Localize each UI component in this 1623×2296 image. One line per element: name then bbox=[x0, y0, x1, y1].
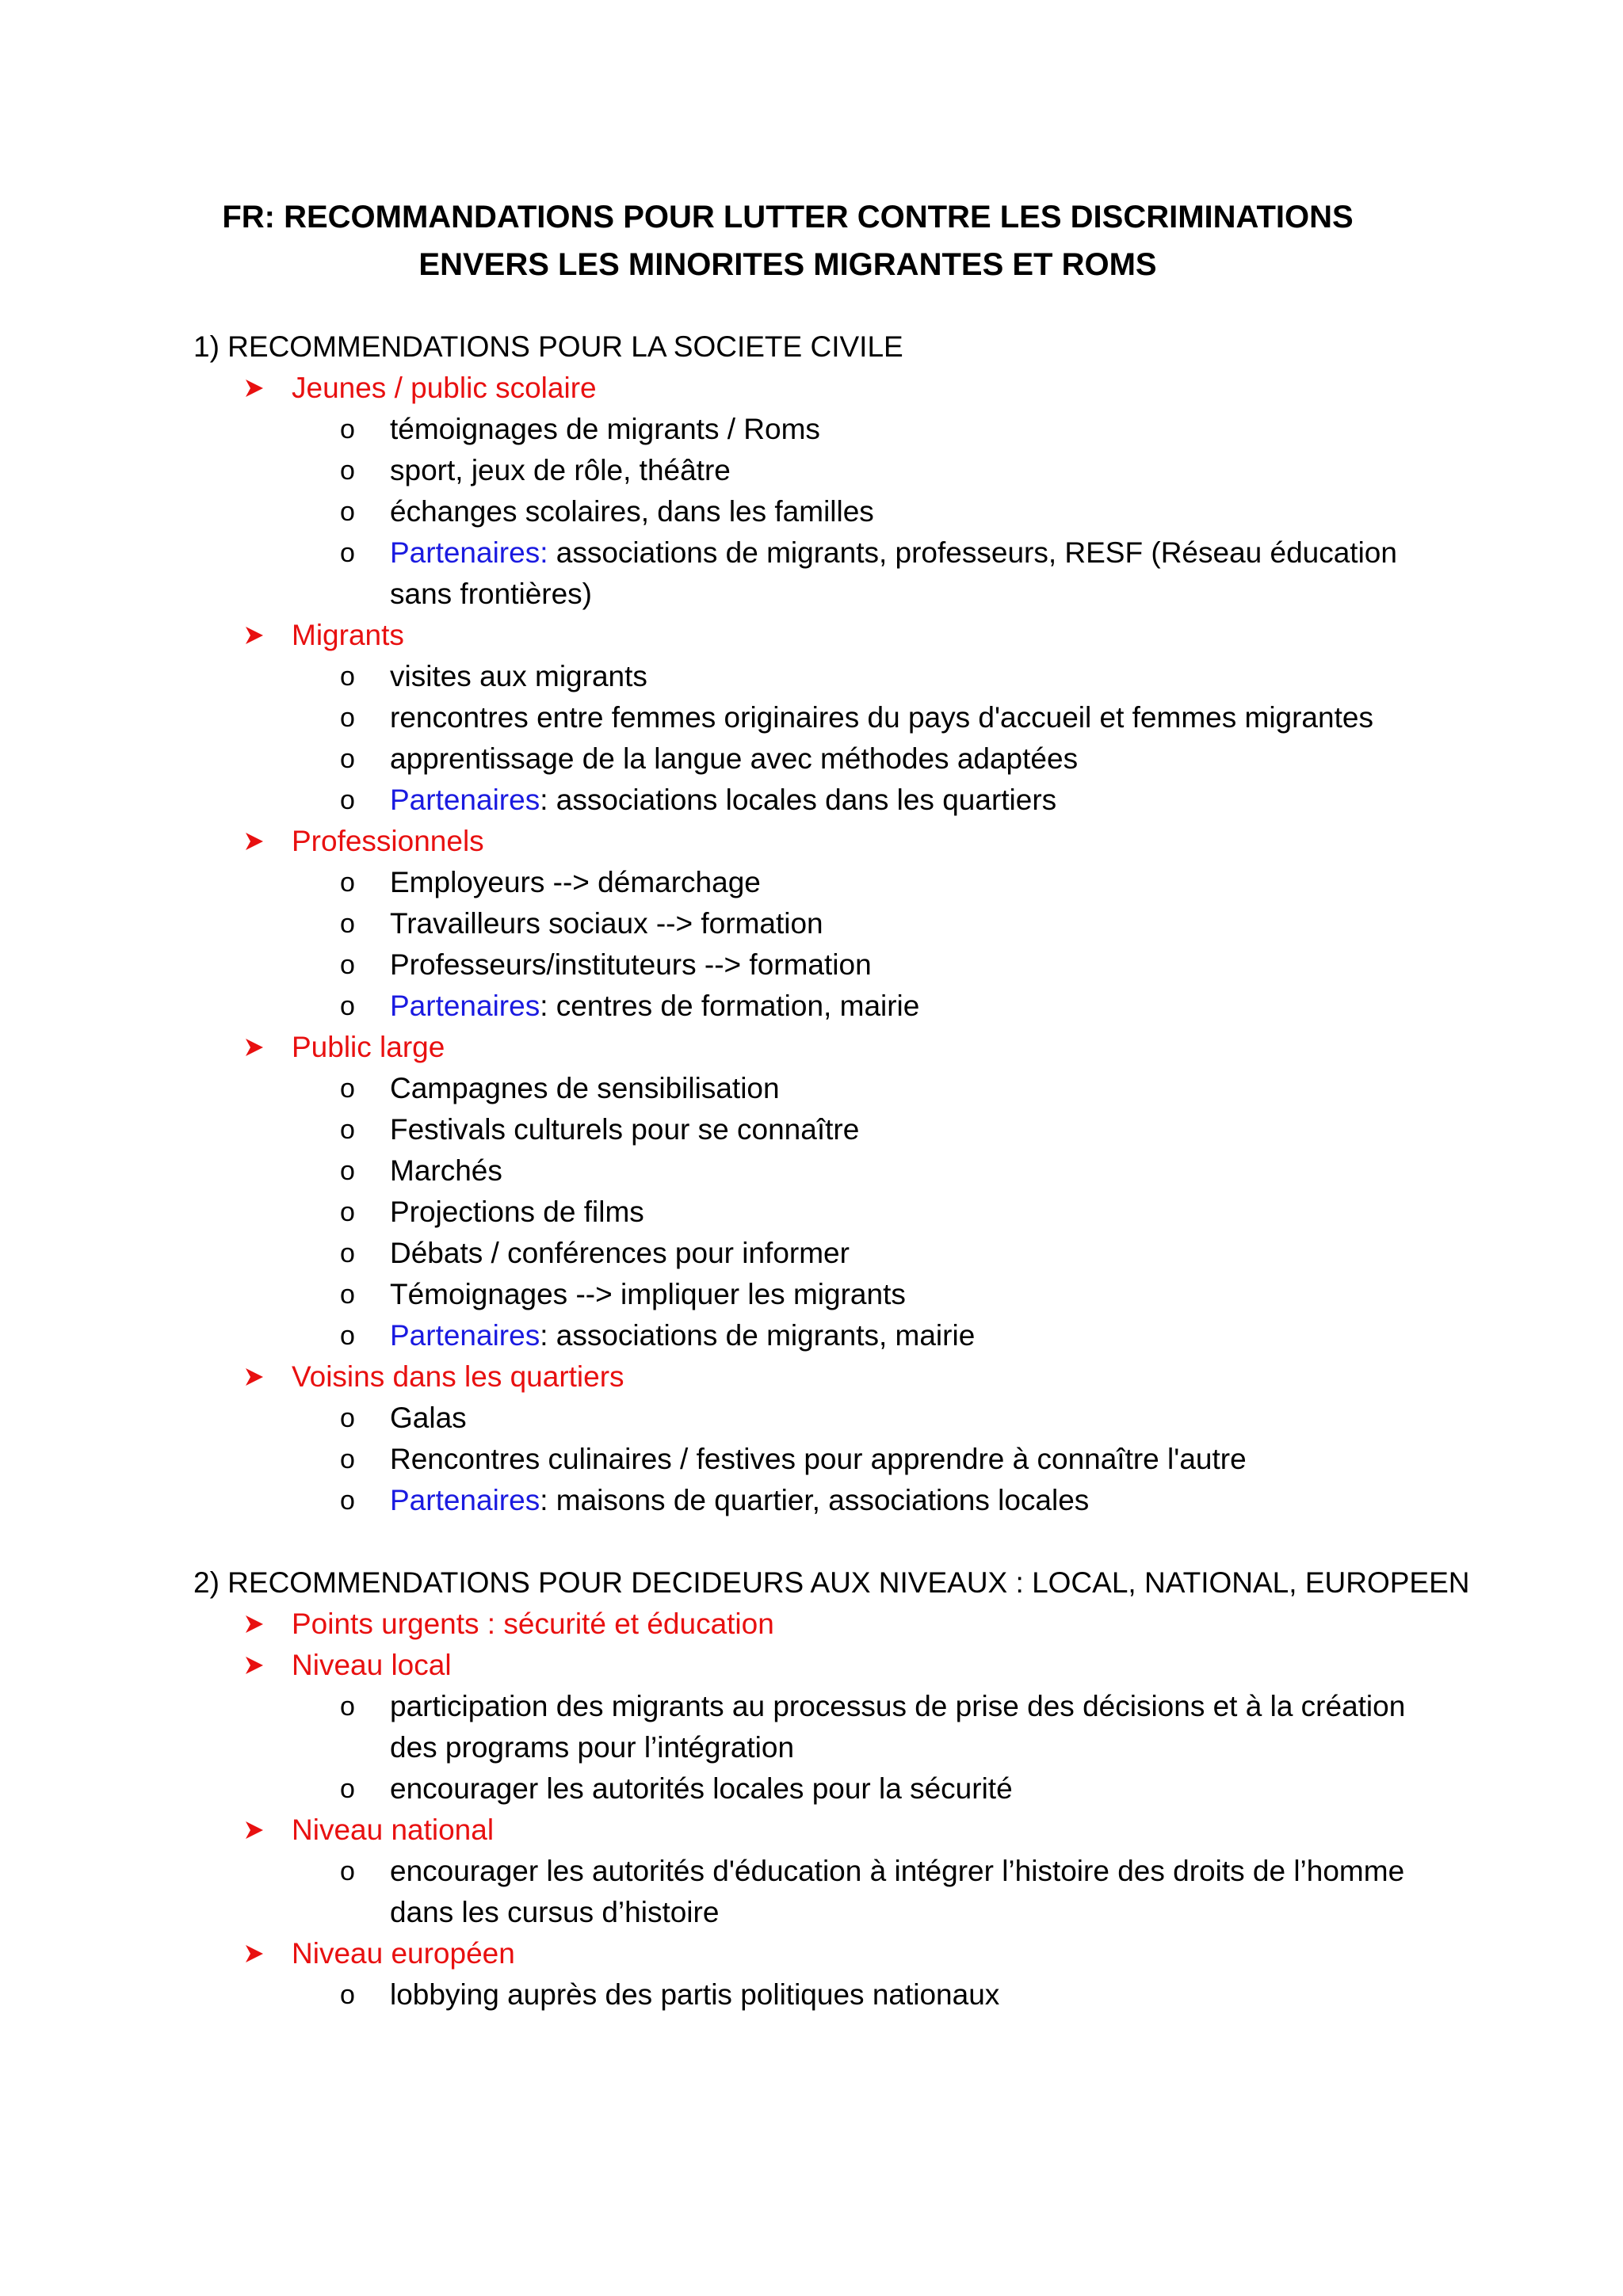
item-text: rencontres entre femmes originaires du pays d'accueil et femmes migrantes bbox=[390, 701, 1373, 734]
category-label: Jeunes / public scolaire bbox=[292, 372, 597, 404]
item-text: échanges scolaires, dans les familles bbox=[390, 495, 874, 528]
item-text: témoignages de migrants / Roms bbox=[390, 413, 820, 445]
circle-bullet-icon: o bbox=[340, 1156, 355, 1186]
category-label: Niveau européen bbox=[292, 1937, 515, 1970]
category-label: Public large bbox=[292, 1031, 445, 1063]
arrowhead-bullet-icon bbox=[244, 1820, 265, 1840]
circle-bullet-icon: o bbox=[340, 1691, 355, 1722]
list-item bbox=[193, 1974, 1445, 2016]
circle-bullet-icon: o bbox=[340, 456, 355, 486]
section-heading: 2) RECOMMENDATIONS POUR DECIDEURS AUX NIVEAUX : LOCAL, NATIONAL, EUROPEEN bbox=[193, 1566, 1470, 1599]
item-text: participation des migrants au processus de prise des décisions et à la création des programs pour l’intégration bbox=[390, 1690, 1406, 1764]
section-spacer bbox=[193, 1521, 1445, 1562]
item-text: Galas bbox=[390, 1402, 467, 1434]
arrowhead-bullet-icon bbox=[244, 1037, 265, 1058]
circle-bullet-icon: o bbox=[340, 868, 355, 898]
section-2 bbox=[193, 1562, 1470, 2016]
circle-bullet-icon: o bbox=[340, 909, 355, 939]
category-heading bbox=[193, 1604, 1445, 1645]
circle-bullet-icon: o bbox=[340, 1321, 355, 1351]
list-item bbox=[193, 986, 1445, 1027]
category-label: Migrants bbox=[292, 619, 404, 651]
partner-label: Partenaires bbox=[390, 1484, 540, 1516]
item-text: Festivals culturels pour se connaître bbox=[390, 1113, 860, 1146]
item-text: visites aux migrants bbox=[390, 660, 647, 692]
item-text: : maisons de quartier, associations locales bbox=[540, 1484, 1090, 1516]
circle-bullet-icon: o bbox=[340, 1444, 355, 1474]
title-line-1: FR: RECOMMANDATIONS POUR LUTTER CONTRE LES DISCRIMINATIONS bbox=[222, 200, 1354, 235]
list-item bbox=[193, 697, 1445, 738]
item-text: Campagnes de sensibilisation bbox=[390, 1072, 780, 1104]
category-heading bbox=[193, 1356, 1445, 1398]
circle-bullet-icon: o bbox=[340, 950, 355, 980]
list-item bbox=[193, 862, 1445, 903]
title-line-2: ENVERS LES MINORITES MIGRANTES ET ROMS bbox=[418, 247, 1157, 282]
circle-bullet-icon: o bbox=[340, 538, 355, 568]
category-heading bbox=[193, 368, 1445, 409]
item-list bbox=[193, 1686, 1445, 1810]
arrowhead-bullet-icon bbox=[244, 378, 265, 399]
circle-bullet-icon: o bbox=[340, 1197, 355, 1227]
list-item bbox=[193, 1150, 1445, 1192]
item-list bbox=[193, 656, 1445, 821]
circle-bullet-icon: o bbox=[340, 1115, 355, 1145]
partner-label: Partenaires bbox=[390, 1319, 540, 1352]
arrowhead-bullet-icon bbox=[244, 1655, 265, 1676]
list-item bbox=[193, 903, 1445, 944]
item-text: : centres de formation, mairie bbox=[540, 990, 920, 1022]
item-text: Projections de films bbox=[390, 1196, 644, 1228]
circle-bullet-icon: o bbox=[340, 1774, 355, 1804]
item-text: encourager les autorités d'éducation à intégrer l’histoire des droits de l’homme dans les cursus d’histoire bbox=[390, 1855, 1405, 1928]
circle-bullet-icon: o bbox=[340, 1486, 355, 1516]
list-item bbox=[193, 1274, 1445, 1315]
list-item bbox=[193, 409, 1445, 450]
category-label: Niveau local bbox=[292, 1649, 452, 1681]
category-label: Professionnels bbox=[292, 825, 484, 857]
circle-bullet-icon: o bbox=[340, 991, 355, 1021]
list-item bbox=[193, 1851, 1445, 1933]
arrowhead-bullet-icon bbox=[244, 625, 265, 646]
category-heading bbox=[193, 821, 1445, 862]
list-item bbox=[193, 1068, 1445, 1109]
arrowhead-bullet-icon bbox=[244, 1367, 265, 1387]
list-item bbox=[193, 450, 1445, 491]
category-label: Niveau national bbox=[292, 1814, 495, 1846]
circle-bullet-icon: o bbox=[340, 1856, 355, 1886]
list-item bbox=[193, 1233, 1445, 1274]
circle-bullet-icon: o bbox=[340, 703, 355, 733]
list-item bbox=[193, 944, 1445, 986]
circle-bullet-icon: o bbox=[340, 1280, 355, 1310]
list-item bbox=[193, 1192, 1445, 1233]
arrowhead-bullet-icon bbox=[244, 1614, 265, 1634]
item-list bbox=[193, 409, 1445, 615]
item-text: associations de migrants, professeurs, RESF (Réseau éducation sans frontières) bbox=[390, 536, 1397, 610]
item-text: Employeurs --> démarchage bbox=[390, 866, 761, 898]
item-text: lobbying auprès des partis politiques nationaux bbox=[390, 1978, 1000, 2011]
list-item bbox=[193, 1768, 1445, 1810]
list-item bbox=[193, 780, 1445, 821]
circle-bullet-icon: o bbox=[340, 1074, 355, 1104]
partner-label: Partenaires bbox=[390, 990, 540, 1022]
item-text: : associations de migrants, mairie bbox=[540, 1319, 976, 1352]
item-list bbox=[193, 862, 1445, 1027]
item-text: Travailleurs sociaux --> formation bbox=[390, 907, 823, 940]
list-item bbox=[193, 1315, 1445, 1356]
item-text: Rencontres culinaires / festives pour apprendre à connaître l'autre bbox=[390, 1443, 1247, 1475]
list-item bbox=[193, 491, 1445, 532]
item-list bbox=[193, 1398, 1445, 1521]
circle-bullet-icon: o bbox=[340, 662, 355, 692]
circle-bullet-icon: o bbox=[340, 414, 355, 444]
circle-bullet-icon: o bbox=[340, 1238, 355, 1268]
item-list bbox=[193, 1974, 1445, 2016]
list-item bbox=[193, 532, 1445, 615]
item-text: sport, jeux de rôle, théâtre bbox=[390, 454, 731, 486]
list-item bbox=[193, 1439, 1445, 1480]
document-body bbox=[193, 326, 1470, 2016]
category-heading bbox=[193, 615, 1445, 656]
category-heading bbox=[193, 1933, 1445, 1974]
item-text: Marchés bbox=[390, 1154, 502, 1187]
section-heading: 1) RECOMMENDATIONS POUR LA SOCIETE CIVILE bbox=[193, 330, 903, 363]
item-text: apprentissage de la langue avec méthodes adaptées bbox=[390, 742, 1079, 775]
partner-label: Partenaires: bbox=[390, 536, 548, 569]
item-list bbox=[193, 1068, 1445, 1356]
arrowhead-bullet-icon bbox=[244, 1943, 265, 1964]
circle-bullet-icon: o bbox=[340, 1980, 355, 2010]
partner-label: Partenaires bbox=[390, 784, 540, 816]
circle-bullet-icon: o bbox=[340, 497, 355, 527]
item-text: Témoignages --> impliquer les migrants bbox=[390, 1278, 906, 1310]
section-1 bbox=[193, 326, 1445, 1521]
item-text: Professeurs/instituteurs --> formation bbox=[390, 948, 872, 981]
item-text: : associations locales dans les quartiers bbox=[540, 784, 1057, 816]
category-label: Points urgents : sécurité et éducation bbox=[292, 1608, 774, 1640]
circle-bullet-icon: o bbox=[340, 785, 355, 815]
category-heading bbox=[193, 1810, 1445, 1851]
circle-bullet-icon: o bbox=[340, 1403, 355, 1433]
list-item bbox=[193, 656, 1445, 697]
list-item bbox=[193, 1109, 1445, 1150]
list-item bbox=[193, 1398, 1445, 1439]
category-heading bbox=[193, 1027, 1445, 1068]
circle-bullet-icon: o bbox=[340, 744, 355, 774]
category-label: Voisins dans les quartiers bbox=[292, 1360, 624, 1393]
list-item bbox=[193, 1480, 1445, 1521]
category-heading bbox=[193, 1645, 1445, 1686]
item-text: encourager les autorités locales pour la sécurité bbox=[390, 1772, 1013, 1805]
document-title bbox=[193, 193, 1382, 288]
list-item bbox=[193, 1686, 1445, 1768]
item-text: Débats / conférences pour informer bbox=[390, 1237, 850, 1269]
list-item bbox=[193, 738, 1445, 780]
item-list bbox=[193, 1851, 1445, 1933]
arrowhead-bullet-icon bbox=[244, 831, 265, 852]
